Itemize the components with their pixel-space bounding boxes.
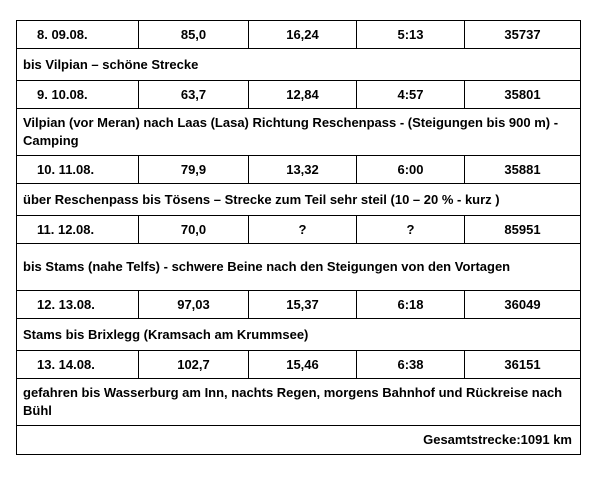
route-note-cell: Stams bis Brixlegg (Kramsach am Krummsee) — [17, 319, 581, 351]
travel-log-table — [16, 20, 581, 455]
day-row — [17, 291, 581, 319]
total-distance-cell: Gesamtstrecke:1091 km — [17, 426, 581, 455]
day-date-cell: 8. 09.08. — [17, 21, 139, 49]
route-note-row — [17, 244, 581, 291]
day-row — [17, 216, 581, 244]
avg-speed-cell: ? — [249, 216, 357, 244]
ride-time-cell: 6:38 — [357, 351, 465, 379]
distance-km-cell: 79,9 — [139, 156, 249, 184]
ride-time-cell: 4:57 — [357, 81, 465, 109]
ride-time-cell: 6:18 — [357, 291, 465, 319]
odometer-cell: 36049 — [465, 291, 581, 319]
day-date-cell: 11. 12.08. — [17, 216, 139, 244]
route-note-cell: über Reschenpass bis Tösens – Strecke zum Teil sehr steil (10 – 20 % - kurz ) — [17, 184, 581, 216]
distance-km-cell: 63,7 — [139, 81, 249, 109]
odometer-cell: 36151 — [465, 351, 581, 379]
day-row — [17, 81, 581, 109]
route-note-cell: Vilpian (vor Meran) nach Laas (Lasa) Richtung Reschenpass - (Steigungen bis 900 m) - Camping — [17, 109, 581, 156]
route-note-row — [17, 184, 581, 216]
avg-speed-cell: 13,32 — [249, 156, 357, 184]
odometer-cell: 35737 — [465, 21, 581, 49]
avg-speed-cell: 16,24 — [249, 21, 357, 49]
day-row — [17, 156, 581, 184]
ride-time-cell: 5:13 — [357, 21, 465, 49]
route-note-row — [17, 319, 581, 351]
distance-km-cell: 102,7 — [139, 351, 249, 379]
day-date-cell: 9. 10.08. — [17, 81, 139, 109]
day-date-cell: 10. 11.08. — [17, 156, 139, 184]
route-note-row — [17, 109, 581, 156]
day-date-cell: 13. 14.08. — [17, 351, 139, 379]
avg-speed-cell: 15,37 — [249, 291, 357, 319]
odometer-cell: 35881 — [465, 156, 581, 184]
avg-speed-cell: 15,46 — [249, 351, 357, 379]
distance-km-cell: 70,0 — [139, 216, 249, 244]
distance-km-cell: 85,0 — [139, 21, 249, 49]
distance-km-cell: 97,03 — [139, 291, 249, 319]
day-row — [17, 351, 581, 379]
route-note-cell: bis Stams (nahe Telfs) - schwere Beine nach den Steigungen von den Vortagen — [17, 244, 581, 291]
ride-time-cell: ? — [357, 216, 465, 244]
route-note-cell: gefahren bis Wasserburg am Inn, nachts Regen, morgens Bahnhof und Rückreise nach Bühl — [17, 379, 581, 426]
route-note-cell: bis Vilpian – schöne Strecke — [17, 49, 581, 81]
route-note-row — [17, 379, 581, 426]
avg-speed-cell: 12,84 — [249, 81, 357, 109]
total-row — [17, 426, 581, 455]
day-row — [17, 21, 581, 49]
ride-time-cell: 6:00 — [357, 156, 465, 184]
route-note-row — [17, 49, 581, 81]
odometer-cell: 85951 — [465, 216, 581, 244]
day-date-cell: 12. 13.08. — [17, 291, 139, 319]
odometer-cell: 35801 — [465, 81, 581, 109]
